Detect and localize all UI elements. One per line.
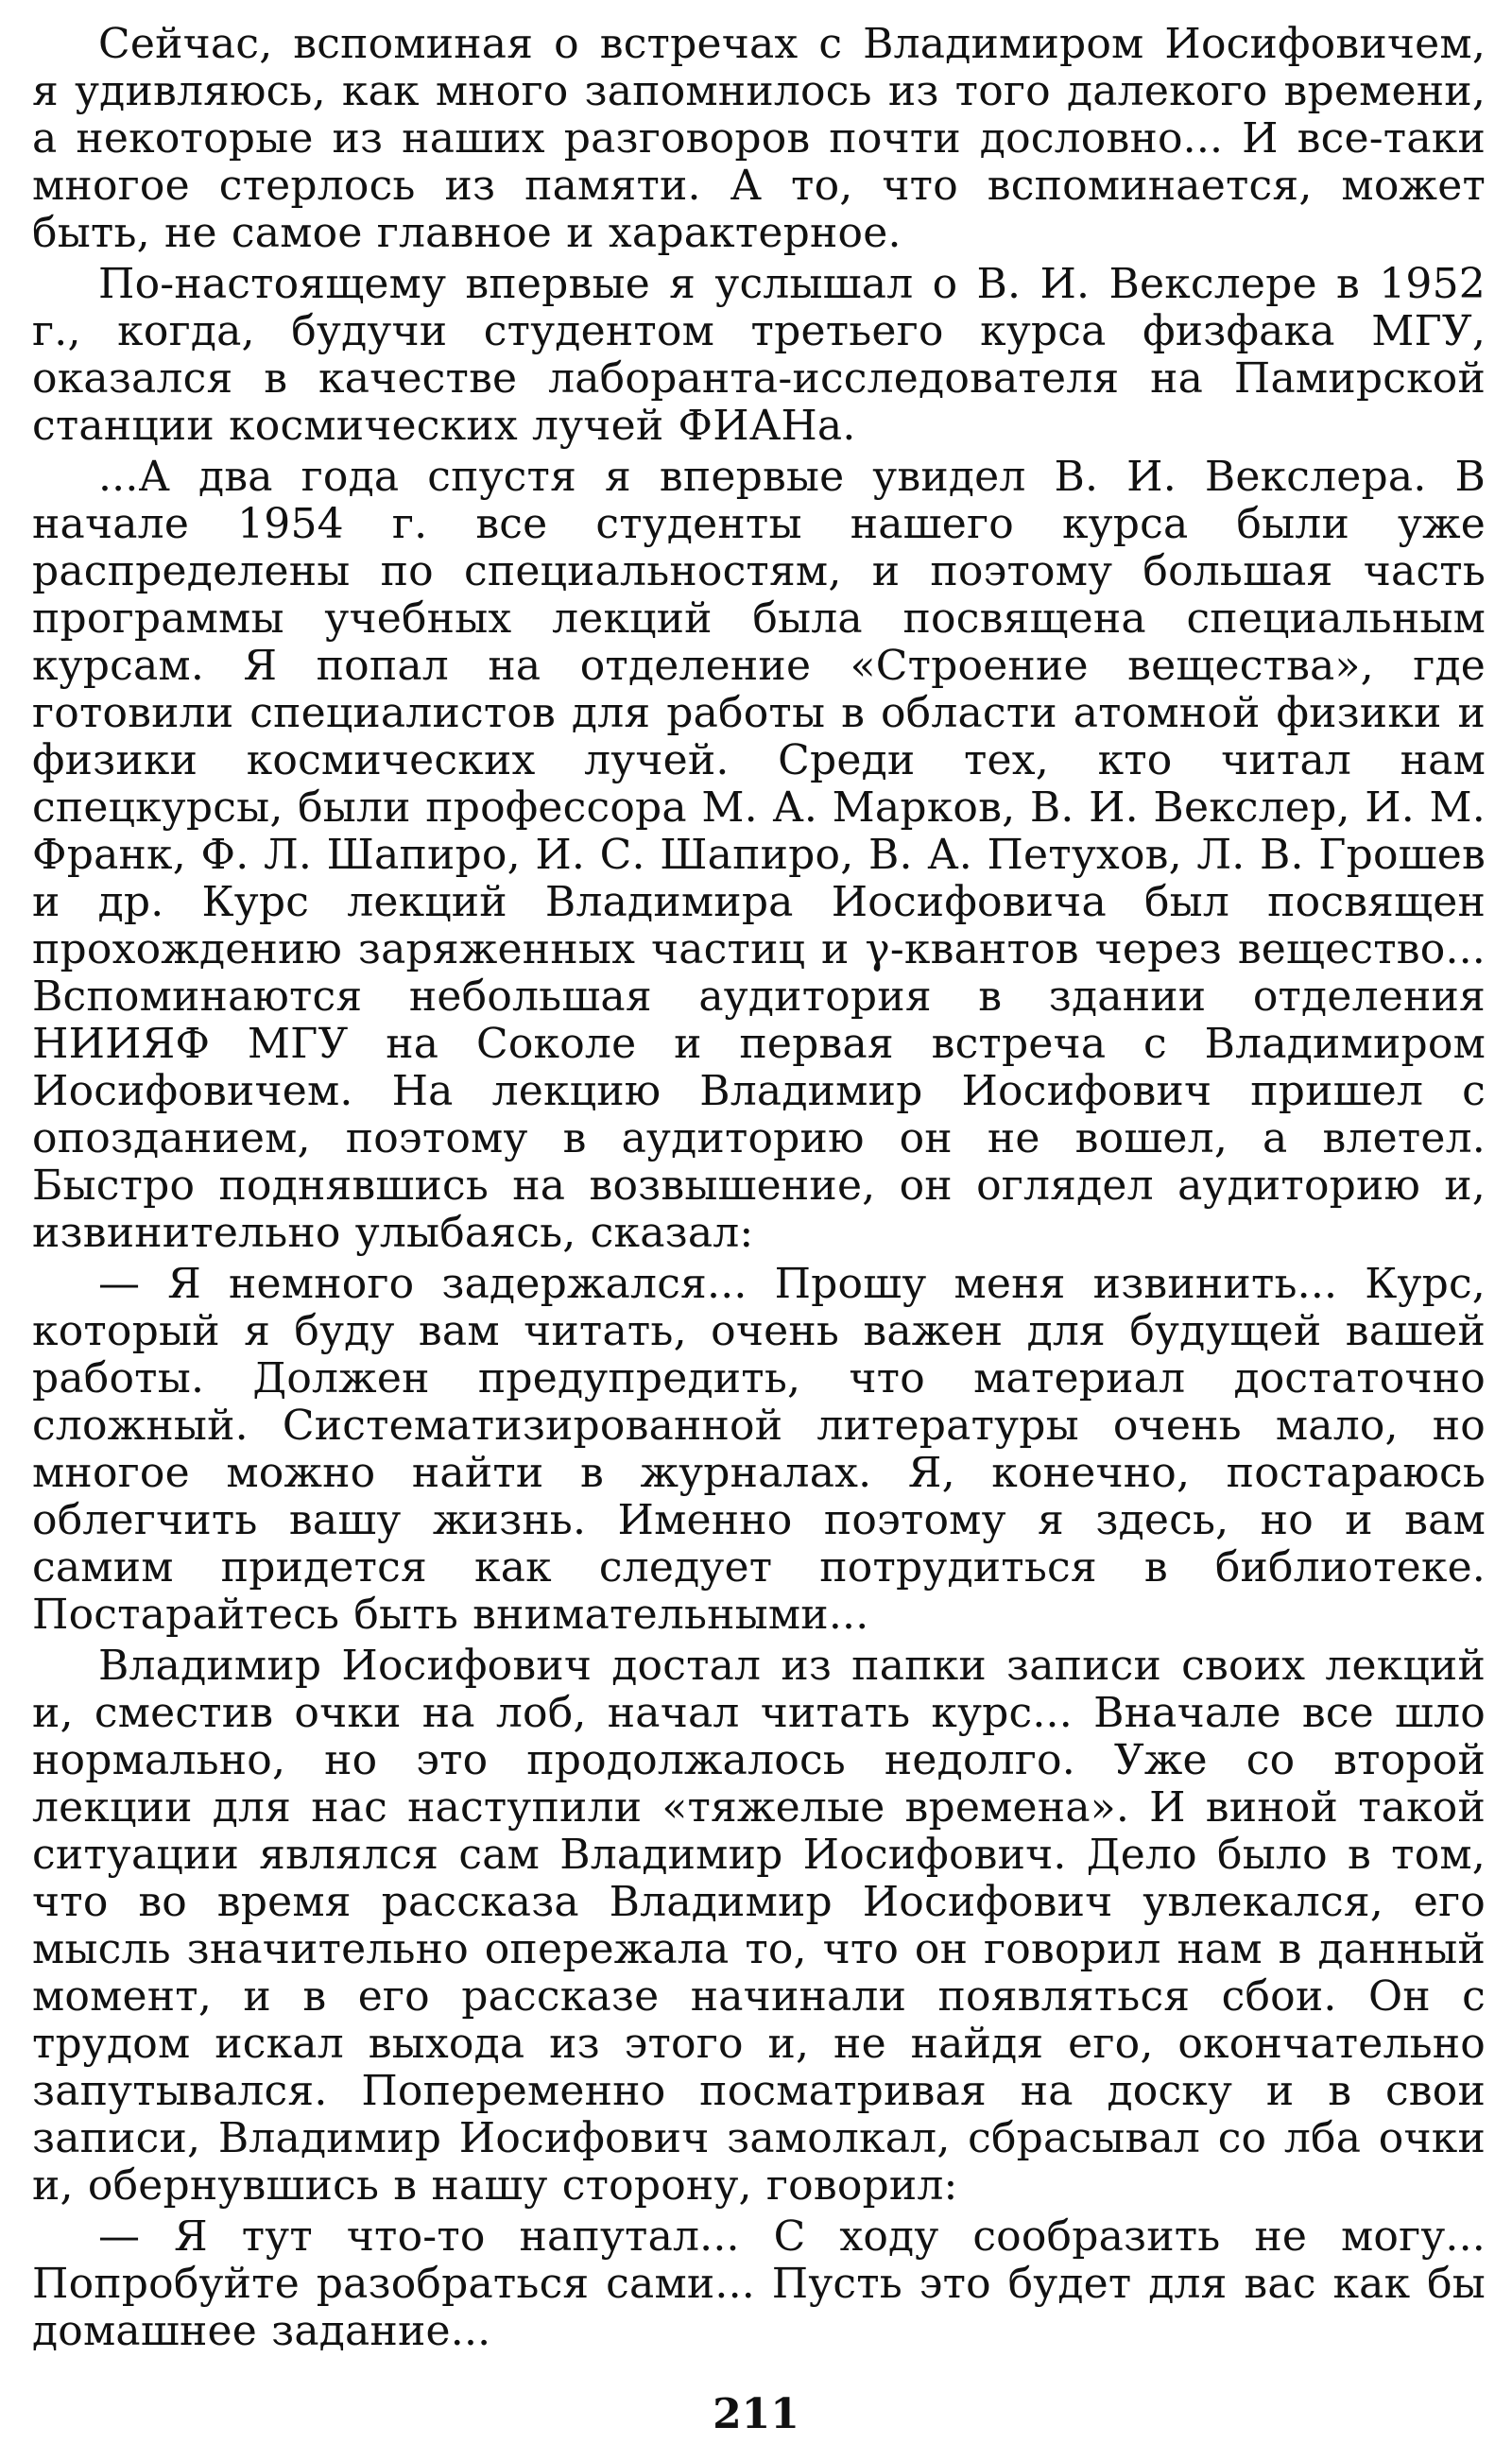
book-page xyxy=(32,21,1486,2384)
paragraph-first-meeting: ...А два года спустя я впервые увидел В. И. Векслера. В начале 1954 г. все студенты нашего курса были уже распределены по специальностям, и поэтому большая часть программы учебных лекций была посвящена специальным курсам. Я попал на отделение «Строение вещества», где готовили специалистов для работы в области атомной физики и физики космических лучей. Среди тех, кто читал нам спецкурсы, были профессора М. А. Марков, В. И. Векслер, И. М. Франк, Ф. Л. Шапиро, И. С. Шапиро, В. А. Петухов, Л. В. Грошев и др. Курс лекций Владимира Иосифовича был посвящен прохождению заряженных частиц и γ-квантов через вещество... Вспоминаются небольшая аудитория в здании отделения НИИЯФ МГУ на Соколе и первая встреча с Владимиром Иосифовичем. На лекцию Владимир Иосифович пришел с опозданием, поэтому в аудиторию он не вошел, а влетел. Быстро поднявшись на возвышение, он оглядел аудиторию и, извинительно улыбаясь, сказал: xyxy=(32,453,1486,1257)
paragraph-recollection-intro: Сейчас, вспоминая о встречах с Владимиром Иосифовичем, я удивляюсь, как много запомнилось из того далекого времени, а некоторые из наших разговоров почти дословно... И все-таки многое стерлось из памяти. А то, что вспоминается, может быть, не самое главное и характерное. xyxy=(32,20,1486,257)
paragraph-first-heard: По-настоящему впервые я услышал о В. И. Векслере в 1952 г., когда, будучи студентом третьего курса физфака МГУ, оказался в качестве лаборанта-исследователя на Памирской станции космических лучей ФИАНа. xyxy=(32,260,1486,450)
paragraph-lecture-speech: — Я немного задержался... Прошу меня извинить... Курс, который я буду вам читать, очень важен для будущей вашей работы. Должен предупредить, что материал достаточно сложный. Систематизированной литературы очень мало, но многое можно найти в журналах. Я, конечно, постараюсь облегчить вашу жизнь. Именно поэтому я здесь, но и вам самим придется как следует потрудиться в библиотеке. Постарайтесь быть внимательными... xyxy=(32,1260,1486,1639)
paragraph-homework-quote: — Я тут что-то напутал... С ходу сообразить не могу... Попробуйте разобраться сами... Пусть это будет для вас как бы домашнее задание... xyxy=(32,2212,1486,2355)
body-text xyxy=(32,21,1486,2355)
page-number: 211 xyxy=(713,2390,799,2438)
paragraph-hard-times: Владимир Иосифович достал из папки записи своих лекций и, сместив очки на лоб, начал читать курс... Вначале все шло нормально, но это продолжалось недолго. Уже со второй лекции для нас наступили «тяжелые времена». И виной такой ситуации являлся сам Владимир Иосифович. Дело было в том, что во время рассказа Владимир Иосифович увлекался, его мысль значительно опережала то, что он говорил нам в данный момент, и в его рассказе начинали появляться сбои. Он с трудом искал выхода из этого и, не найдя его, окончательно запутывался. Попеременно посматривая на доску и в свои записи, Владимир Иосифович замолкал, сбрасывал со лба очки и, обернувшись в нашу сторону, говорил: xyxy=(32,1642,1486,2210)
